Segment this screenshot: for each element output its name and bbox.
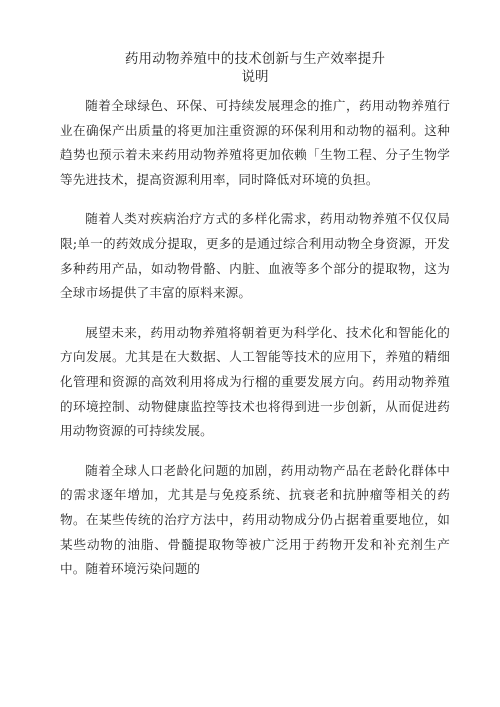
paragraph-4: 随着全球人口老龄化问题的加剧，药用动物产品在老龄化群体中的需求逐年增加，尤其是与免疫系统、抗衰老和抗肿瘤等相关的药物。在某些传统的治疗方法中，药用动物成分仍占据着重要地位，如某些动物的油脂、骨髓提取物等被广泛用于药物开发和补充剂生产中。随着环境污染问题的 [60, 462, 450, 577]
document-subtitle: 说明 [241, 69, 269, 85]
paragraph-1: 随着全球绿色、环保、可持续发展理念的推广，药用动物养殖行业在确保产出质量的将更加注重资源的环保利用和动物的福利。这种趋势也预示着未来药用动物养殖将更加依赖「生物工程、分子生物学等先进技术，提高资源利用率，同时降低对环境的负担。 [60, 98, 450, 187]
paragraph-2: 随着人类对疾病治疗方式的多样化需求，药用动物养殖不仅仅局限;单一的药效成分提取，更多的是通过综合利用动物全身资源，开发多种药用产品，如动物骨骼、内脏、血液等多个部分的提取物，这为全球市场提供了丰富的原料来源。 [60, 211, 450, 301]
paragraph-3: 展望未来，药用动物养殖将朝着更为科学化、技术化和智能化的方向发展。尤其是在大数据、人工智能等技术的应用下，养殖的精细化管理和资源的高效利用将成为行榴的重要发展方向。药用动物养殖的环境控制、动物健康监控等技术也将得到进一步创新，从而促进药用动物资源的可持续发展。 [60, 324, 450, 439]
document-page [60, 50, 450, 597]
document-title: 药用动物养殖中的技术创新与生产效率提升 [124, 51, 386, 67]
